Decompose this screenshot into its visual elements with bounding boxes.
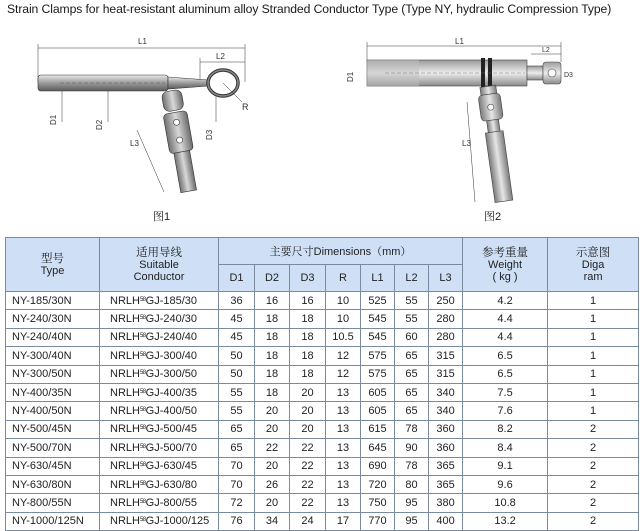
cell-l1: 605 [361,402,395,420]
cell-diagram: 2 [548,439,639,457]
cell-diagram: 2 [548,457,639,475]
conductor-prefix: NRLH [110,496,140,509]
cell-model: NY-300/50N [6,365,100,383]
cell-model: NY-240/30N [6,310,100,328]
cell-r: 10.5 [326,328,361,346]
cell-l2: 65 [395,383,429,401]
conductor-superscript: 58 [139,315,146,322]
cell-weight: 6.5 [463,347,548,365]
cell-d1: 45 [219,328,255,346]
cell-conductor [100,402,219,420]
cell-weight: 8.2 [463,420,548,438]
cell-l2: 55 [395,310,429,328]
table-row [6,512,639,530]
conductor-suffix: GJ-400/50 [145,405,198,418]
cell-d2: 34 [255,512,290,530]
conductor-superscript: 58 [139,462,146,469]
table-row [6,402,639,420]
cell-diagram: 1 [548,402,639,420]
table-row [6,383,639,401]
conductor-suffix: GJ-400/35 [145,386,198,399]
table-row [6,365,639,383]
conductor-suffix: GJ-300/40 [145,349,198,362]
svg-text:D3: D3 [205,129,214,140]
conductor-superscript: 58 [139,388,146,395]
spec-table-body [6,292,639,531]
cell-weight: 10.8 [463,494,548,512]
cell-d3: 22 [290,457,326,475]
conductor-prefix: NRLH [110,460,140,473]
cell-diagram: 1 [548,365,639,383]
table-row [6,347,639,365]
cell-model: NY-300/40N [6,347,100,365]
cell-l3: 250 [429,292,463,310]
conductor-prefix: NRLH [110,349,140,362]
cell-d1: 65 [219,439,255,457]
cell-d2: 18 [255,365,290,383]
cell-conductor [100,475,219,493]
svg-text:D2: D2 [95,119,104,130]
cell-l1: 770 [361,512,395,530]
conductor-prefix: NRLH [110,515,140,528]
cell-r: 13 [326,475,361,493]
cell-conductor [100,512,219,530]
cell-diagram: 2 [548,420,639,438]
cell-l2: 95 [395,494,429,512]
cell-model: NY-400/50N [6,402,100,420]
header-diagram: 示意图 Diga ram [548,238,639,292]
cell-l3: 400 [429,512,463,530]
cell-conductor [100,292,219,310]
table-row [6,475,639,493]
svg-text:L2: L2 [216,52,225,61]
conductor-suffix: GJ-240/40 [145,331,198,344]
cell-d1: 50 [219,365,255,383]
cell-l1: 525 [361,292,395,310]
cell-d1: 50 [219,347,255,365]
conductor-prefix: NRLH [110,405,140,418]
svg-text:L2: L2 [542,47,550,54]
cell-diagram: 1 [548,347,639,365]
cell-conductor [100,494,219,512]
cell-l3: 360 [429,439,463,457]
cell-l3: 340 [429,402,463,420]
cell-d1: 36 [219,292,255,310]
cell-d2: 18 [255,383,290,401]
cell-l1: 720 [361,475,395,493]
cell-l2: 95 [395,512,429,530]
cell-d2: 26 [255,475,290,493]
cell-weight: 6.5 [463,365,548,383]
header-l2: L2 [395,265,429,292]
conductor-prefix: NRLH [110,478,140,491]
cell-d1: 72 [219,494,255,512]
cell-r: 13 [326,402,361,420]
cell-weight: 8.4 [463,439,548,457]
cell-weight: 4.4 [463,310,548,328]
cell-d2: 18 [255,347,290,365]
conductor-prefix: NRLH [110,313,140,326]
cell-weight: 7.5 [463,383,548,401]
table-row [6,494,639,512]
cell-l1: 545 [361,310,395,328]
spec-table [5,237,639,531]
page-title: Strain Clamps for heat-resistant aluminum alloy Stranded Conductor Type (Type NY, hydraulic Compression Type) [7,2,612,16]
svg-text:D1: D1 [49,114,58,125]
cell-model: NY-1000/125N [6,512,100,530]
cell-l2: 60 [395,328,429,346]
conductor-superscript: 58 [139,296,146,303]
cell-weight: 9.1 [463,457,548,475]
cell-l1: 750 [361,494,395,512]
cell-l1: 605 [361,383,395,401]
cell-r: 10 [326,292,361,310]
fig1-l3-label: L3 [130,139,139,148]
header-model: 型号 Type [6,238,100,292]
conductor-suffix: GJ-500/45 [145,423,198,436]
cell-d3: 18 [290,365,326,383]
cell-conductor [100,328,219,346]
cell-d3: 18 [290,328,326,346]
conductor-suffix: GJ-800/55 [145,496,198,509]
cell-l2: 65 [395,347,429,365]
header-d1: D1 [219,265,255,292]
cell-d2: 16 [255,292,290,310]
cell-d2: 20 [255,402,290,420]
cell-weight: 9.6 [463,475,548,493]
header-r: R [326,265,361,292]
cell-l1: 615 [361,420,395,438]
conductor-suffix: GJ-300/50 [145,368,198,381]
cell-diagram: 1 [548,292,639,310]
cell-d2: 18 [255,328,290,346]
cell-model: NY-400/35N [6,383,100,401]
figure-2-drawing [345,22,580,222]
conductor-superscript: 58 [139,370,146,377]
header-l3: L3 [429,265,463,292]
conductor-superscript: 58 [139,517,146,524]
cell-d1: 70 [219,475,255,493]
cell-conductor [100,347,219,365]
figure-1-label: 图1 [153,211,171,223]
cell-l3: 280 [429,310,463,328]
table-row [6,420,639,438]
cell-l3: 340 [429,383,463,401]
conductor-prefix: NRLH [110,331,140,344]
cell-d3: 20 [290,420,326,438]
cell-model: NY-800/55N [6,494,100,512]
cell-l2: 65 [395,365,429,383]
cell-l1: 690 [361,457,395,475]
header-d3: D3 [290,265,326,292]
cell-diagram: 1 [548,383,639,401]
header-d2: D2 [255,265,290,292]
conductor-suffix: GJ-240/30 [145,313,198,326]
cell-model: NY-240/40N [6,328,100,346]
figure-2-label: 图2 [484,211,502,223]
cell-r: 13 [326,494,361,512]
figure-1-drawing [20,22,290,222]
cell-r: 12 [326,347,361,365]
cell-weight: 4.4 [463,328,548,346]
cell-model: NY-500/45N [6,420,100,438]
cell-l2: 80 [395,475,429,493]
cell-l1: 575 [361,347,395,365]
cell-r: 13 [326,439,361,457]
cell-l1: 545 [361,328,395,346]
table-row [6,310,639,328]
cell-model: NY-500/70N [6,439,100,457]
conductor-suffix: GJ-1000/125 [145,515,210,528]
cell-d2: 18 [255,310,290,328]
conductor-suffix: GJ-185/30 [145,294,198,307]
cell-l3: 280 [429,328,463,346]
cell-diagram: 2 [548,475,639,493]
cell-r: 13 [326,383,361,401]
cell-d2: 20 [255,457,290,475]
cell-r: 10 [326,310,361,328]
conductor-superscript: 58 [139,480,146,487]
cell-conductor [100,420,219,438]
svg-text:R: R [242,102,249,112]
cell-l2: 90 [395,439,429,457]
cell-d1: 55 [219,402,255,420]
cell-r: 13 [326,420,361,438]
svg-text:L1: L1 [455,37,464,46]
conductor-superscript: 58 [139,443,146,450]
svg-text:D3: D3 [564,72,573,79]
header-weight: 参考重量 Weight ( kg ) [463,238,548,292]
cell-d3: 18 [290,310,326,328]
cell-model: NY-630/80N [6,475,100,493]
table-row [6,328,639,346]
svg-text:D1: D1 [346,71,355,82]
conductor-suffix: GJ-630/80 [145,478,198,491]
svg-text:L1: L1 [138,37,147,46]
header-conductor: 适用导线 Suitable Conductor [100,238,219,292]
conductor-superscript: 58 [139,498,146,505]
cell-diagram: 1 [548,328,639,346]
cell-d1: 65 [219,420,255,438]
cell-l3: 315 [429,365,463,383]
conductor-superscript: 58 [139,425,146,432]
cell-diagram: 2 [548,494,639,512]
conductor-prefix: NRLH [110,423,140,436]
cell-d2: 22 [255,439,290,457]
cell-d3: 16 [290,292,326,310]
cell-l2: 78 [395,420,429,438]
cell-d3: 22 [290,439,326,457]
cell-d3: 22 [290,494,326,512]
cell-conductor [100,457,219,475]
conductor-superscript: 58 [139,407,146,414]
cell-diagram: 2 [548,512,639,530]
header-l1: L1 [361,265,395,292]
cell-d1: 70 [219,457,255,475]
cell-d1: 55 [219,383,255,401]
cell-l3: 360 [429,420,463,438]
cell-d3: 20 [290,383,326,401]
conductor-suffix: GJ-500/70 [145,441,198,454]
conductor-superscript: 58 [139,333,146,340]
cell-l3: 380 [429,494,463,512]
table-row [6,292,639,310]
cell-l3: 365 [429,457,463,475]
cell-conductor [100,310,219,328]
cell-l2: 78 [395,457,429,475]
cell-d2: 20 [255,420,290,438]
cell-weight: 13.2 [463,512,548,530]
conductor-prefix: NRLH [110,386,140,399]
table-row [6,457,639,475]
cell-d3: 20 [290,402,326,420]
cell-d1: 45 [219,310,255,328]
conductor-prefix: NRLH [110,294,140,307]
cell-l3: 365 [429,475,463,493]
cell-weight: 4.2 [463,292,548,310]
cell-model: NY-630/45N [6,457,100,475]
cell-conductor [100,383,219,401]
header-dimensions: 主要尺寸Dimensions（mm） [219,238,463,265]
cell-r: 12 [326,365,361,383]
cell-l1: 575 [361,365,395,383]
cell-conductor [100,439,219,457]
cell-r: 13 [326,457,361,475]
svg-text:L3: L3 [462,139,471,148]
cell-model: NY-185/30N [6,292,100,310]
cell-l1: 645 [361,439,395,457]
conductor-prefix: NRLH [110,368,140,381]
conductor-suffix: GJ-630/45 [145,460,198,473]
conductor-prefix: NRLH [110,441,140,454]
cell-d2: 20 [255,494,290,512]
cell-weight: 7.6 [463,402,548,420]
cell-l2: 55 [395,292,429,310]
cell-d3: 24 [290,512,326,530]
cell-d1: 76 [219,512,255,530]
cell-d3: 22 [290,475,326,493]
cell-d3: 18 [290,347,326,365]
cell-l2: 65 [395,402,429,420]
table-row [6,439,639,457]
cell-l3: 315 [429,347,463,365]
table-header-row-1 [6,238,639,265]
cell-conductor [100,365,219,383]
cell-diagram: 1 [548,310,639,328]
conductor-superscript: 58 [139,351,146,358]
cell-r: 17 [326,512,361,530]
